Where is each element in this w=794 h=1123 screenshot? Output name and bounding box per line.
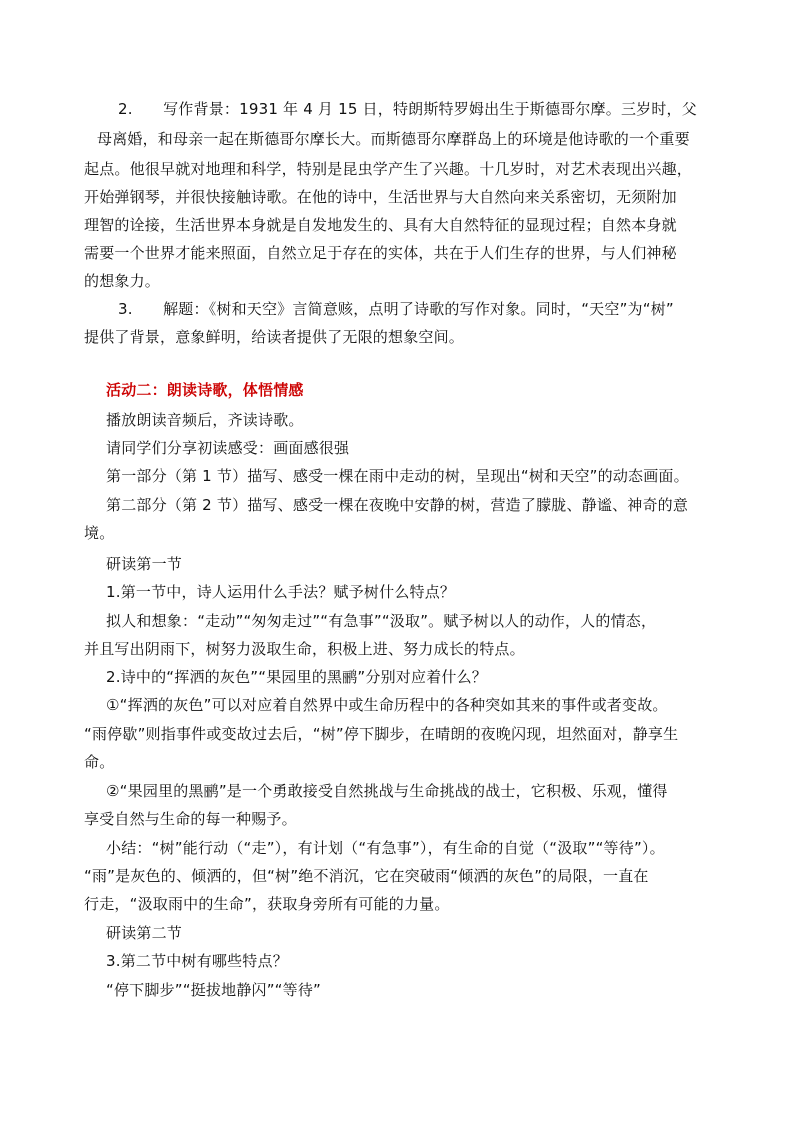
section-one-answer-line: ①“挥洒的灰色”可以对应着自然界中或生命历程中的各种突如其来的事件或者变故。	[106, 696, 668, 714]
background-text-line: 起点。他很早就对地理和科学，特别是昆虫学产生了兴趣。十几岁时，对艺术表现出兴趣，	[84, 160, 693, 178]
activity-text-line: 请同学们分享初读感受：画面感很强	[106, 439, 350, 457]
background-text-line: 母离婚，和母亲一起在斯德哥尔摩长大。而斯德哥尔摩群岛上的环境是他诗歌的一个重要	[97, 130, 690, 148]
background-text-line: 开始弹钢琴，并很快接触诗歌。在他的诗中，生活世界与大自然向来关系密切，无须附加	[84, 188, 677, 206]
background-item-2: 2. 写作背景：1931 年 4 月 15 日，特朗斯特罗姆出生于斯德哥尔摩。三岁时，父	[118, 100, 697, 118]
section-one-answer-line: 命。	[84, 753, 115, 771]
section-one-answer-line: ②“果园里的黑鹂”是一个勇敢接受自然挑战与生命挑战的战士，它积极、乐观，懂得	[106, 782, 668, 800]
section-one-question-1: 1.第一节中，诗人运用什么手法？赋予树什么特点？	[106, 583, 456, 601]
activity-text-line: 境。	[84, 524, 115, 542]
section-two-heading: 研读第二节	[106, 924, 183, 942]
activity-text-line: 第二部分（第 2 节）描写、感受一棵在夜晚中安静的树，营造了朦胧、静谧、神奇的意	[106, 496, 689, 514]
activity-two-heading: 活动二：朗读诗歌，体悟情感	[106, 381, 304, 399]
section-one-summary-line: 行走，“汲取雨中的生命”，获取身旁所有可能的力量。	[84, 895, 450, 913]
activity-text-line: 第一部分（第 1 节）描写、感受一棵在雨中走动的树，呈现出“树和天空”的动态画面。	[106, 467, 689, 485]
section-one-answer-line: “雨停歇”则指事件或变故过去后，“树”停下脚步，在晴朗的夜晚闪现，坦然面对，静享生	[84, 725, 679, 743]
section-one-heading: 研读第一节	[106, 555, 183, 573]
section-one-summary-line: 小结：“树”能行动（“走”），有计划（“有急事”），有生命的自觉（“汲取”“等待”）。	[106, 839, 665, 857]
section-one-question-2: 2.诗中的“挥洒的灰色”“果园里的黑鹂”分别对应着什么？	[106, 668, 487, 686]
section-two-answer-line: “停下脚步”“挺拔地静闪”“等待”	[106, 981, 322, 999]
section-one-answer-line: 拟人和想象：“走动”“匆匆走过”“有急事”“汲取”。赋予树以人的动作，人的情态，	[106, 612, 657, 630]
background-text-line: 的想象力。	[84, 272, 161, 290]
section-one-summary-line: “雨”是灰色的、倾洒的，但“树”绝不消沉，它在突破雨“倾洒的灰色”的局限，一直在	[84, 867, 649, 885]
background-text-line: 理智的诠接，生活世界本身就是自发地发生的、具有大自然特征的显现过程；自然本身就	[84, 216, 677, 234]
background-text-line: 需要一个世界才能来照面，自然立足于存在的实体，共在于人们生存的世界，与人们神秘	[84, 244, 677, 262]
title-explanation-line: 提供了背景，意象鲜明，给读者提供了无限的想象空间。	[84, 328, 465, 346]
section-two-question-3: 3.第二节中树有哪些特点？	[106, 952, 288, 970]
section-one-answer-line: 享受自然与生命的每一种赐予。	[84, 810, 297, 828]
activity-text-line: 播放朗读音频后，齐读诗歌。	[106, 411, 304, 429]
section-one-answer-line: 并且写出阴雨下，树努力汲取生命，积极上进、努力成长的特点。	[84, 640, 525, 658]
title-explanation-item-3: 3. 解题：《树和天空》言简意赅，点明了诗歌的写作对象。同时，“天空”为“树”	[118, 300, 674, 318]
